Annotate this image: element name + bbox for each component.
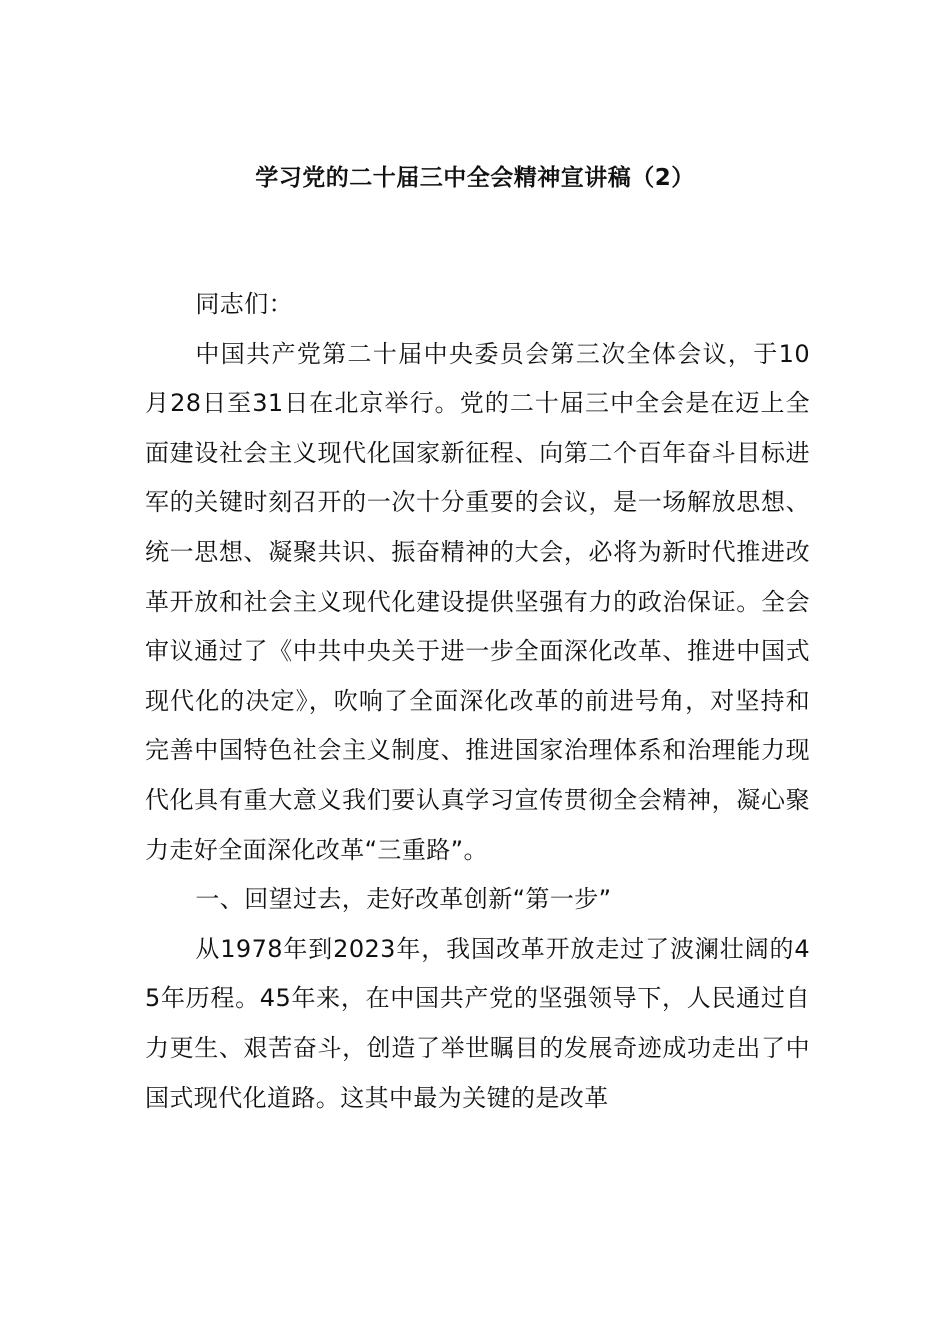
section-heading-1: 一、回望过去，走好改革创新“第一步”: [195, 885, 612, 914]
document-body: [145, 280, 810, 1123]
paragraph-intro: 中国共产党第二十届中央委员会第三次全体会议，于10月28日至31日在北京举行。党的二十届三中全会是在迈上全面建设社会主义现代化国家新征程、向第二个百年奋斗目标进军的关键时刻召开的一次十分重要的会议，是一场解放思想、统一思想、凝聚共识、振奋精神的大会，必将为新时代推进改革开放和社会主义现代化建设提供坚强有力的政治保证。全会审议通过了《中共中央关于进一步全面深化改革、推进中国式现代化的决定》，吹响了全面深化改革的前进号角，对坚持和完善中国特色社会主义制度、推进国家治理体系和治理能力现代化具有重大意义我们要认真学习宣传贯彻全会精神，凝心聚力走好全面深化改革“三重路”。: [145, 339, 810, 864]
salutation: 同志们：: [195, 290, 293, 318]
document-title: 学习党的二十届三中全会精神宣讲稿（2）: [255, 165, 695, 191]
paragraph-section-1: 从1978年到2023年，我国改革开放走过了波澜壮阔的45年历程。45年来，在中国共产党的坚强领导下，人民通过自力更生、艰苦奋斗，创造了举世瞩目的发展奇迹成功走出了中国式现代化道路。这其中最为关键的是改革: [145, 934, 810, 1112]
